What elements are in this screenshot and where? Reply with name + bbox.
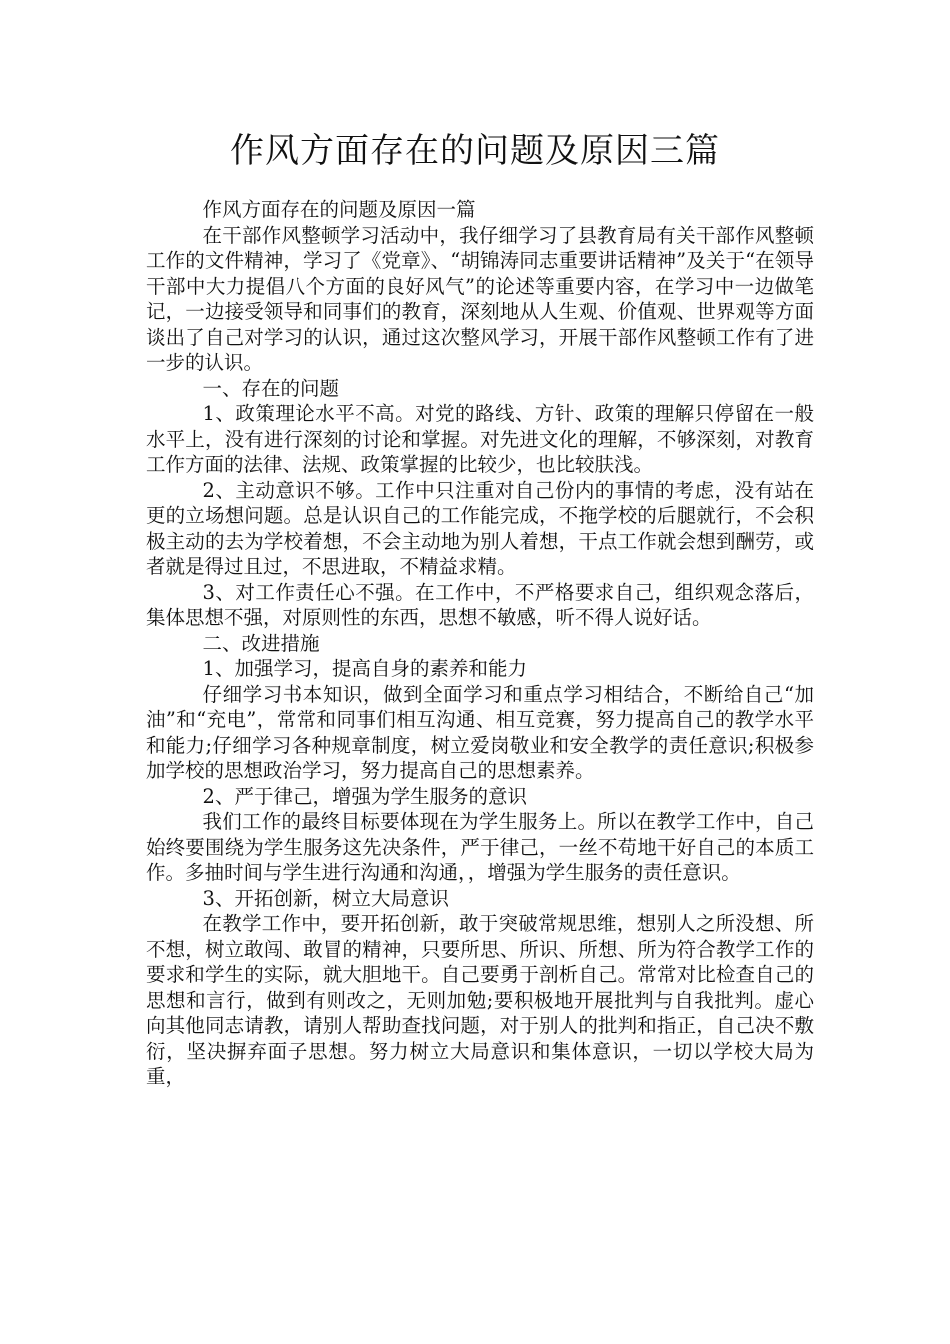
subsection-heading: 3、开拓创新，树立大局意识	[202, 886, 449, 910]
document-title: 作风方面存在的问题及原因三篇	[230, 131, 720, 171]
document-body	[146, 197, 814, 1090]
subsection-heading: 1、加强学习，提高自身的素养和能力	[202, 657, 527, 680]
body-paragraph: 在教学工作中，要开拓创新，敢于突破常规思维，想别人之所没想、所不想，树立敢闯、敢冒的精神，只要所思、所识、所想、所为符合教学工作的要求和学生的实际，就大胆地干。自己要勇于剖析自己。常常对比检查自己的思想和言行，做到有则改之，无则加勉;要积极地开展批判与自我批判。虚心向其他同志请教，请别人帮助查找问题，对于别人的批判和指正，自己决不敷衍，坚决摒弃面子思想。努力树立大局意识和集体意识，一切以学校大局为重，	[146, 912, 814, 1088]
section-heading: 作风方面存在的问题及原因一篇	[202, 198, 476, 221]
body-paragraph: 在干部作风整顿学习活动中，我仔细学习了县教育局有关干部作风整顿工作的文件精神，学习了《党章》、“胡锦涛同志重要讲话精神”及关于“在领导干部中大力提倡八个方面的良好风气”的论述等重要内容，在学习中一边做笔记，一边接受领导和同事们的教育，深刻地从人生观、价值观、世界观等方面谈出了自己对学习的认识，通过这次整风学习，开展干部作风整顿工作有了进一步的认识。	[146, 223, 814, 374]
body-paragraph: 我们工作的最终目标要体现在为学生服务上。所以在教学工作中，自己始终要围绕为学生服务这先决条件，严于律己，一丝不苟地干好自己的本质工作。多抽时间与学生进行沟通和沟通，，增强为学生服务的责任意识。	[146, 810, 814, 884]
section-heading: 二、改进措施	[202, 631, 320, 655]
body-paragraph: 1、政策理论水平不高。对党的路线、方针、政策的理解只停留在一般水平上，没有进行深刻的讨论和掌握。对先进文化的理解，不够深刻，对教育工作方面的法律、法规、政策掌握的比较少，也比较肤浅。	[146, 402, 814, 476]
body-paragraph: 2、主动意识不够。工作中只注重对自己份内的事情的考虑，没有站在更的立场想问题。总是认识自己的工作能完成，不拖学校的后腿就行，不会积极主动的去为学校着想，不会主动地为别人着想，干点工作就会想到酬劳，或者就是得过且过，不思进取，不精益求精。	[146, 478, 814, 578]
subsection-heading: 2、严于律己，增强为学生服务的意识	[202, 784, 527, 808]
body-paragraph: 3、对工作责任心不强。在工作中，不严格要求自己，组织观念落后，集体思想不强，对原则性的东西，思想不敏感，听不得人说好话。	[146, 580, 814, 629]
body-paragraph: 仔细学习书本知识，做到全面学习和重点学习相结合，不断给自己“加油”和“充电”，常常和同事们相互沟通、相互竞赛，努力提高自己的教学水平和能力;仔细学习各种规章制度，树立爱岗敬业和安全教学的责任意识;积极参加学校的思想政治学习，努力提高自己的思想素养。	[146, 682, 814, 782]
section-heading: 一、存在的问题	[202, 376, 340, 400]
